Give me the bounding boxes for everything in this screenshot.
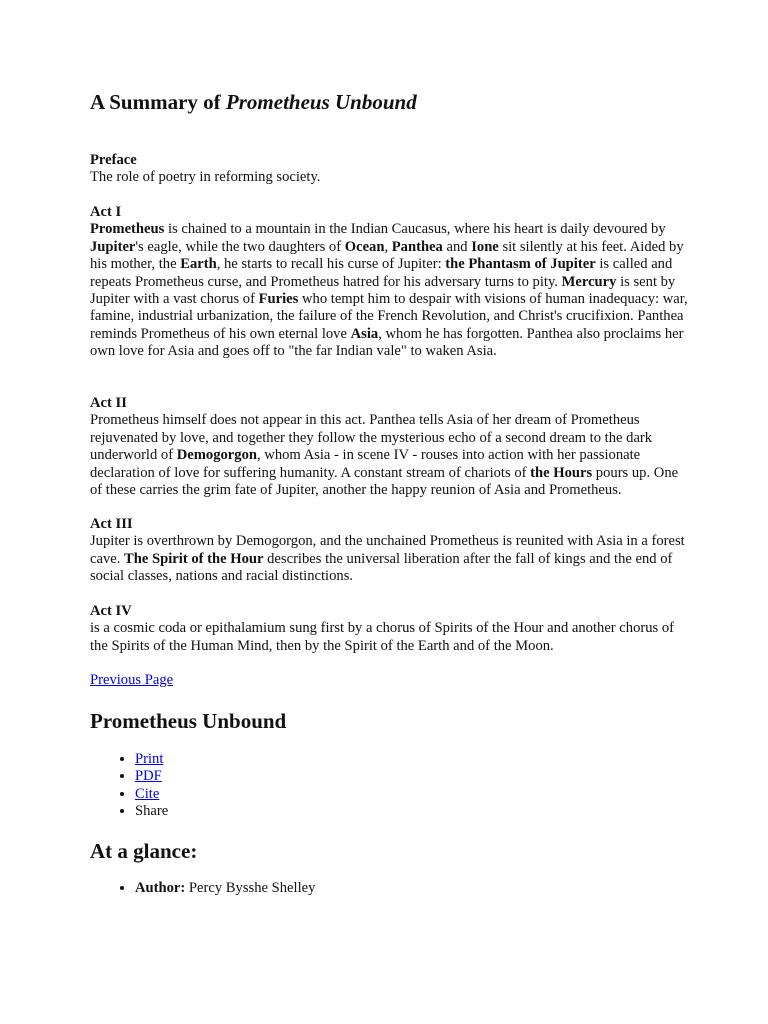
cite-link[interactable]: Cite: [135, 785, 160, 802]
action-item-print: [135, 751, 168, 768]
act1-strong: Mercury: [561, 273, 617, 290]
act3-section: [90, 516, 690, 586]
act1-strong: Panthea: [391, 238, 443, 255]
glance-item-author: [135, 880, 315, 897]
act2-span: Prometheus himself does not appear in this act. Panthea tells Asia of her dream of Prometheus rejuvenated by love, and together they follow the mysterious echo of a second dream to the dark underworld of: [90, 412, 653, 464]
author-value: Percy Bysshe Shelley: [185, 880, 316, 896]
act1-span: , whom he has forgotten. Panthea also proclaims her own love for Asia and goes off to "the far Indian vale" to waken Asia.: [90, 325, 684, 360]
act3-span: describes the universal liberation after the fall of kings and the end of social classes, nations and racial distinctions.: [90, 550, 673, 585]
act1-text: [90, 221, 690, 360]
act1-strong: Prometheus: [90, 221, 165, 238]
preface-text: The role of poetry in reforming society.: [90, 169, 321, 186]
act1-strong: Jupiter: [90, 238, 136, 255]
act3-text: [90, 533, 690, 585]
act3-heading: Act III: [90, 516, 133, 532]
glance-title: At a glance:: [90, 839, 198, 863]
act1-span: is sent by Jupiter with a vast chorus of: [90, 273, 676, 308]
act1-span: ,: [384, 238, 392, 255]
section-title: Prometheus Unbound: [90, 709, 287, 733]
act4-text: is a cosmic coda or epithalamium sung first by a chorus of Spirits of the Hour and another chorus of the Spirits of the Human Mind, then by the Spirit of the Earth and of the Moon.: [90, 620, 675, 654]
act2-text: [90, 412, 690, 499]
glance-list: [90, 880, 315, 897]
act1-strong: Ocean: [344, 238, 385, 255]
preface-heading: Preface: [90, 152, 137, 168]
title-prefix: A Summary of: [90, 90, 226, 114]
act2-strong: Demogorgon: [176, 447, 257, 464]
preface-section: [90, 152, 690, 187]
act1-heading: Act I: [90, 204, 122, 220]
previous-page-link[interactable]: Previous Page: [90, 672, 174, 688]
act2-heading: Act II: [90, 395, 127, 411]
act1-strong: the Phantasm of Jupiter: [445, 256, 596, 273]
action-item-share: [135, 803, 168, 820]
act3-strong: The Spirit of the Hour: [124, 550, 264, 567]
act1-strong: Earth: [180, 256, 217, 273]
pdf-link[interactable]: PDF: [135, 768, 162, 785]
act2-span: , whom Asia - in scene IV - rouses into action with her passionate declaration of love for suffering humanity. A constant stream of chariots of: [90, 447, 641, 481]
act4-heading: Act IV: [90, 603, 132, 619]
act4-section: [90, 603, 690, 655]
act2-section: [90, 395, 690, 499]
act1-span: is chained to a mountain in the Indian Caucasus, where his heart is daily devoured by: [164, 221, 666, 238]
print-link[interactable]: Print: [135, 751, 164, 767]
act1-span: is called and repeats Prometheus curse, and Prometheus hatred for his adversary turns to pity.: [90, 256, 673, 290]
page-title: [90, 88, 417, 116]
act2-strong: the Hours: [530, 464, 593, 481]
title-italic: Prometheus Unbound: [225, 90, 417, 114]
act1-section: [90, 204, 690, 361]
share-label[interactable]: Share: [135, 803, 169, 820]
act1-strong: Asia: [350, 325, 379, 342]
act1-span: , he starts to recall his curse of Jupiter:: [216, 256, 446, 273]
act3-span: Jupiter is overthrown by Demogorgon, and the unchained Prometheus is reunited with Asia in a forest cave.: [90, 533, 685, 567]
act1-span: 's eagle, while the two daughters of: [135, 238, 345, 255]
act1-span: who tempt him to despair with visions of human inadequacy: war, famine, industrial urbanization, the failure of the French Revolution, and Christ's crucifixion. Panthea reminds Prometheus of his own eternal love: [90, 291, 688, 342]
act1-strong: Ione: [471, 238, 499, 255]
act1-span: sit silently at his feet. Aided by his mother, the: [90, 238, 684, 273]
act1-strong: Furies: [258, 291, 299, 308]
action-list: [90, 751, 168, 821]
act1-span: and: [442, 238, 472, 255]
author-label: Author:: [135, 880, 186, 896]
previous-page-row: [90, 672, 690, 689]
action-item-pdf: [135, 768, 168, 785]
act2-span: pours up. One of these carries the grim fate of Jupiter, another the happy reunion of Asia and Prometheus.: [90, 464, 679, 499]
action-item-cite: [135, 786, 168, 803]
